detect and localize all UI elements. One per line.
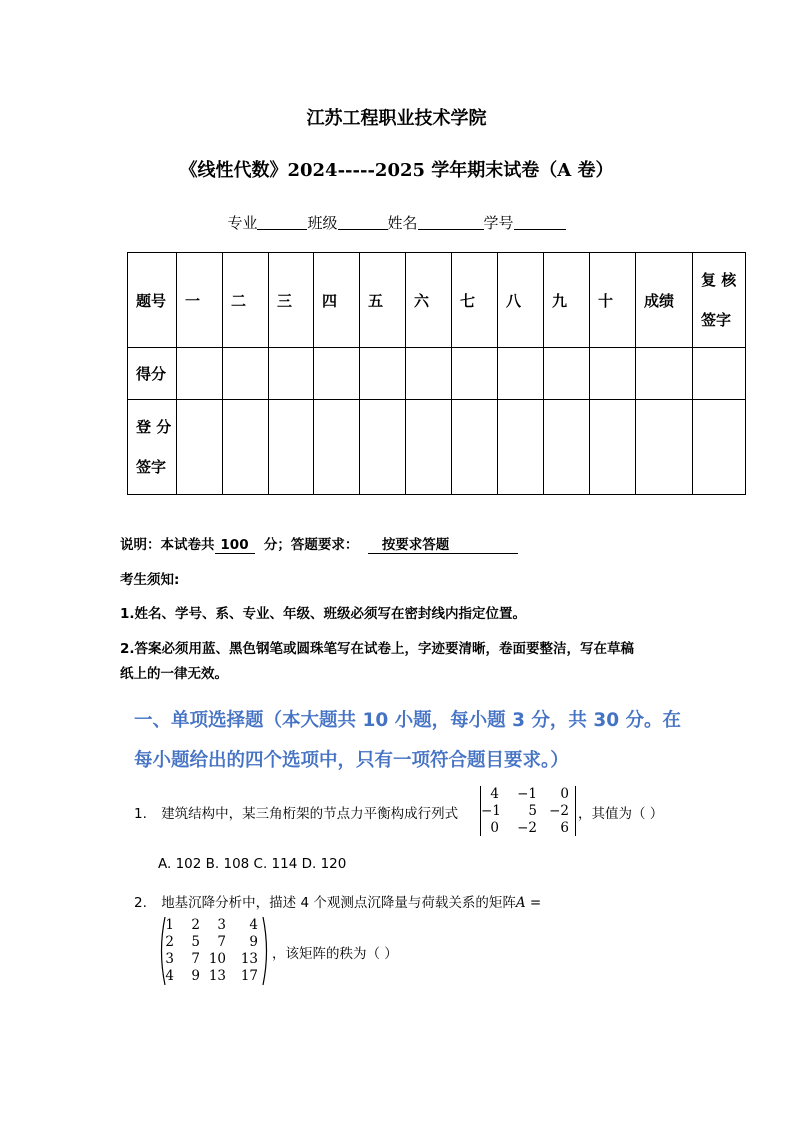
header-cell: 十 [590,253,636,348]
header-cell: 八 [498,253,544,348]
notice-rule-2-line1: 2.答案必须用蓝、黑色钢笔或圆珠笔写在试卷上，字迹要清晰，卷面要整洁，写在草稿 [120,641,635,657]
question-1-suffix: ，其值为（ ） [578,806,664,822]
score-cell[interactable] [406,348,452,400]
equals-sign: = [529,895,542,911]
student-id-label: 学号 [483,214,514,232]
question-text: 建筑结构中，某三角桁架的节点力平衡构成行列式 [161,806,459,822]
matrix-entry: 3 [165,951,174,967]
matrix-entry: 2 [191,917,200,933]
matrix-entry: −1 [517,786,537,802]
sign-cell[interactable] [498,400,544,495]
sign-cell[interactable] [406,400,452,495]
score-cell[interactable] [693,348,746,400]
section-heading-line2: 每小题给出的四个选项中，只有一项符合题目要求。） [134,750,569,771]
matrix-variable: A [515,895,526,911]
matrix-entry: 5 [528,803,537,819]
matrix-entry: 13 [240,951,258,967]
matrix-A [158,916,270,986]
score-row-label: 得分 [128,348,177,400]
score-table-header-row [128,253,746,348]
answer-requirement: 按要求答题 [368,533,518,554]
header-cell: 三 [269,253,314,348]
question-text: 地基沉降分析中，描述 4 个观测点沉降量与荷载关系的矩阵 [161,895,516,911]
notice-title: 考生须知: [120,572,180,588]
total-score: 100 [215,537,255,554]
header-cell: 四 [314,253,360,348]
sign-cell[interactable] [269,400,314,495]
recorder-sign-row [128,400,746,495]
sign-cell[interactable] [360,400,406,495]
question-2 [134,891,541,911]
review-label-line1: 复 核 [701,271,737,289]
header-cell: 七 [452,253,498,348]
sign-cell[interactable] [590,400,636,495]
matrix-entry: 4 [165,968,174,984]
recorder-sign-label: 登 分 签字 [128,400,177,495]
score-cell[interactable] [360,348,406,400]
major-label: 专业 [227,214,258,232]
score-cell[interactable] [223,348,269,400]
score-cell[interactable] [498,348,544,400]
score-cell[interactable] [314,348,360,400]
header-cell: 成绩 [636,253,693,348]
score-cell[interactable] [177,348,223,400]
major-blank[interactable] [257,214,307,230]
question-2-suffix: ，该矩阵的秩为（ ） [272,946,398,962]
review-label-line2: 签字 [701,311,732,329]
name-blank[interactable] [418,214,484,230]
review-sign-header-cell [693,253,746,348]
matrix-entry: 2 [165,934,174,950]
score-table [127,252,746,495]
exam-title: 《线性代数》2024-----2025 学年期末试卷（A 卷） [179,160,614,181]
matrix-entry: 0 [560,786,569,802]
sign-cell[interactable] [223,400,269,495]
header-cell: 一 [177,253,223,348]
matrix-entry: 0 [490,820,499,836]
matrix-entry: 5 [191,934,200,950]
question-number: 2. [134,895,147,911]
matrix-entry: 7 [191,951,200,967]
matrix-entry: −2 [549,803,569,819]
header-cell: 六 [406,253,452,348]
matrix-entry: 6 [560,820,569,836]
notice-rule-1: 1.姓名、学号、系、专业、年级、班级必须写在密封线内指定位置。 [120,606,527,622]
question-number: 1. [134,806,147,822]
sign-cell[interactable] [636,400,693,495]
score-cell[interactable] [590,348,636,400]
school-name: 江苏工程职业技术学院 [306,108,487,129]
score-cell[interactable] [636,348,693,400]
matrix-entry: 4 [490,786,499,802]
class-label: 班级 [307,214,338,232]
matrix-entry: 13 [208,968,226,984]
matrix-entry: −2 [517,820,537,836]
class-blank[interactable] [338,214,388,230]
matrix-entry: 9 [191,968,200,984]
matrix-entry: 3 [217,917,226,933]
matrix-entry: 1 [165,917,174,933]
determinant [480,786,576,836]
name-label: 姓名 [387,214,418,232]
sign-cell[interactable] [693,400,746,495]
section-heading-line1: 一、单项选择题（本大题共 10 小题，每小题 3 分，共 30 分。在 [134,710,682,731]
matrix-entry: 10 [208,951,226,967]
matrix-entry: 4 [249,917,258,933]
student-info-line [0,212,793,233]
question-1-options: A. 102 B. 108 C. 114 D. 120 [158,856,347,872]
matrix-entry: 9 [249,934,258,950]
student-id-blank[interactable] [514,214,566,230]
matrix-entry: 7 [217,934,226,950]
header-cell: 题号 [128,253,177,348]
sign-cell[interactable] [452,400,498,495]
sign-cell[interactable] [177,400,223,495]
score-row [128,348,746,400]
sign-cell[interactable] [314,400,360,495]
score-cell[interactable] [452,348,498,400]
matrix-entry: 17 [240,968,258,984]
header-cell: 九 [544,253,590,348]
score-cell[interactable] [269,348,314,400]
header-cell: 五 [360,253,406,348]
header-cell: 二 [223,253,269,348]
exam-description: 说明：本试卷共 100 分；答题要求： 按要求答题 [120,533,518,554]
question-1 [134,802,458,822]
score-cell[interactable] [544,348,590,400]
sign-cell[interactable] [544,400,590,495]
notice-rule-2-line2: 纸上的一律无效。 [120,666,228,682]
matrix-entry: −1 [481,803,501,819]
